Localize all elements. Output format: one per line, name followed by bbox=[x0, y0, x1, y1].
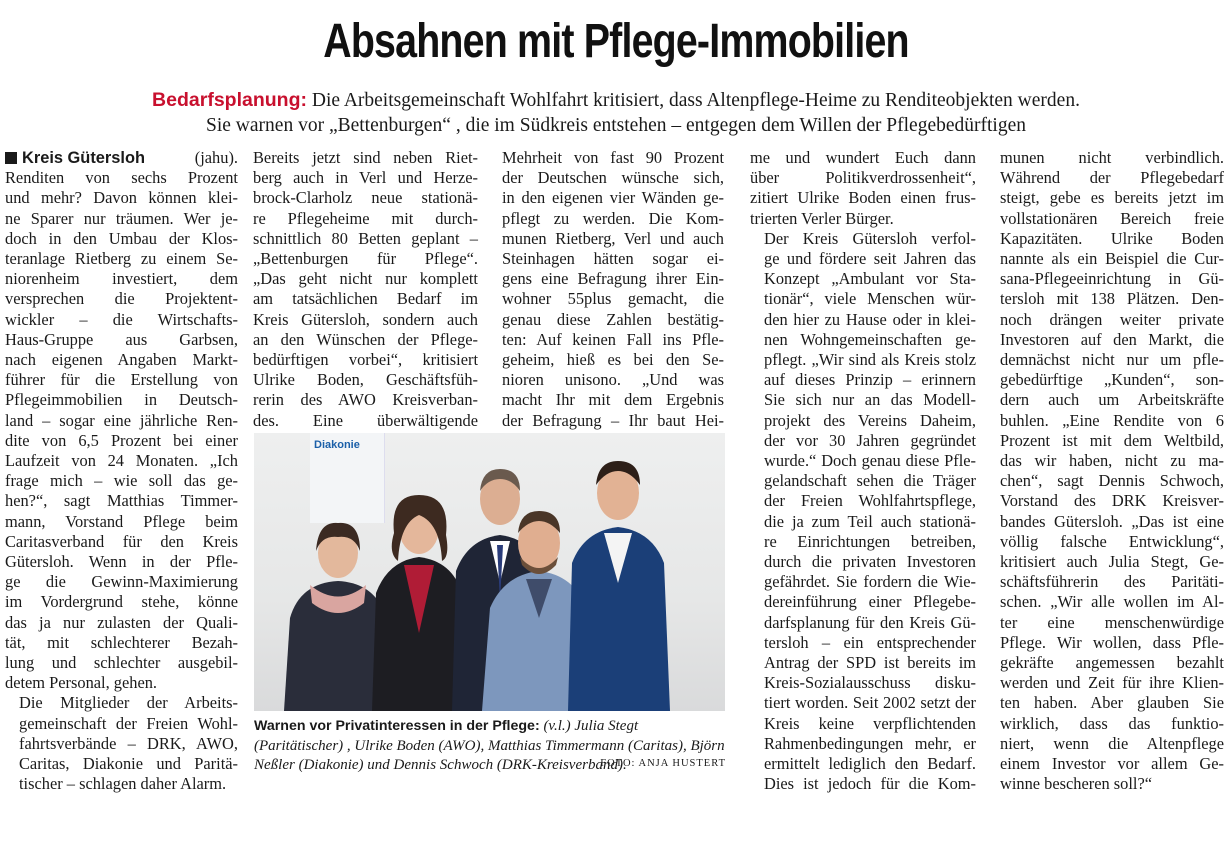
article-column-4 bbox=[750, 148, 976, 795]
text-line: re Einrichtungen betreiben, bbox=[764, 531, 976, 551]
text-line: wurde.“ Doch genau diese Pfle- bbox=[764, 451, 976, 471]
text-line: wohner 55plus gemacht, die bbox=[502, 289, 724, 309]
text-line: Bereits jetzt sind neben Riet- bbox=[253, 148, 478, 167]
text-line: das ja nur zulasten der Quali- bbox=[5, 612, 238, 632]
text-line: munen Rietberg, Verl und auch bbox=[502, 228, 724, 248]
text-line: pflegt. „Wir sind als Kreis stolz bbox=[764, 350, 976, 370]
text-line: Renditen von sechs Prozent bbox=[5, 168, 238, 188]
paragraph bbox=[5, 148, 238, 693]
text-line: Sie sich nur an das Modell- bbox=[764, 390, 976, 410]
text-line: der Freien Wohlfahrtspflege, bbox=[764, 491, 976, 511]
text-line: Pflege. Wir wollen, dass Pfle- bbox=[1000, 632, 1224, 652]
text-line: Laufzeit von 24 Monaten. „Ich bbox=[5, 451, 238, 471]
text-line: bedürftigen vorbei“, kritisiert bbox=[253, 350, 478, 370]
paragraph bbox=[750, 229, 976, 795]
article-column-5 bbox=[1000, 148, 1224, 795]
text-line: Dies ist jedoch für die Kom- bbox=[764, 774, 976, 794]
subhead-text-1: Die Arbeitsgemeinschaft Wohlfahrt kritisiert, dass Altenpflege-Heime zu Renditeobjekten werden. bbox=[306, 90, 1080, 111]
text-line: der Befragung – Ihr baut Hei- bbox=[502, 410, 724, 430]
text-line: dereinführung einer Pflegebe- bbox=[764, 592, 976, 612]
subhead-line-2: Sie warnen vor „Bettenburgen“ , die im Südkreis entstehen – entgegen dem Willen der Pflegebedürftigen bbox=[206, 115, 1026, 136]
text-line: ermittelt lediglich den Bedarf. bbox=[764, 754, 976, 774]
paragraph bbox=[253, 148, 478, 431]
text-line: Gütersloh. Wenn in der Pfle- bbox=[5, 552, 238, 572]
text-line: Konzept „Ambulant vor Sta- bbox=[764, 269, 976, 289]
text-line: tionär“, viele Menschen wür- bbox=[764, 289, 976, 309]
text-line: ten haben. Aber glauben Sie bbox=[1000, 693, 1224, 713]
text-line: demnächst nicht nur um pfle- bbox=[1000, 350, 1224, 370]
text-line: der Deutschen wünsche sich, bbox=[502, 168, 724, 188]
text-line: das wir haben, nicht zu ma- bbox=[1000, 451, 1224, 471]
text-line: durch die privaten Investoren bbox=[764, 552, 976, 572]
text-line: (jahu). bbox=[194, 148, 238, 167]
text-line: wirklich, dass das funktio- bbox=[1000, 713, 1224, 733]
text-line: Caritas, Diakonie und Paritä- bbox=[19, 754, 238, 774]
text-line: rerin des AWO Kreisverban- bbox=[253, 390, 478, 410]
caption-text: (v.l.) Julia Stegt (Paritätischer) , Ulrike Boden (AWO), Matthias Timmermann (Caritas), Björn Neßler (Diakonie) und Dennis Schwoch (DRK-Kreisverband). bbox=[254, 718, 725, 773]
text-line: und mehr? Davon können klei- bbox=[5, 188, 238, 208]
people-illustration bbox=[254, 433, 725, 711]
text-line: kritisiert auch Julia Stegt, Ge- bbox=[1000, 552, 1224, 572]
text-line: gelandschaft sehen die Träger bbox=[764, 471, 976, 491]
text-line: völlig falsche Entwicklung“, bbox=[1000, 531, 1224, 551]
text-line: Kreis keine verpflichtenden bbox=[764, 713, 976, 733]
text-line: gefährdet. Sie fordern die Wie- bbox=[764, 572, 976, 592]
text-line: detem Personal, gehen. bbox=[5, 673, 158, 693]
text-line: die ja zum Teil auch stationä- bbox=[764, 511, 976, 531]
text-line: geheim, hieß es bei den Se- bbox=[502, 350, 724, 370]
text-line: lung und schlechter ausgebil- bbox=[5, 653, 238, 673]
text-line: me und wundert Euch dann bbox=[750, 148, 976, 167]
text-line: berg auch in Verl und Herze- bbox=[253, 168, 478, 188]
text-line: Prozent ist mit dem Weltbild, bbox=[1000, 430, 1224, 450]
text-line: schnittlich 80 Betten geplant – bbox=[253, 228, 478, 248]
text-line: Die Mitglieder der Arbeits- bbox=[19, 693, 238, 713]
caption-label: Warnen vor Privatinteressen in der Pflege: bbox=[254, 718, 540, 734]
text-line: pflegt zu werden. Die Kom- bbox=[502, 208, 724, 228]
text-line: Steinhagen hätten sogar ei- bbox=[502, 249, 724, 269]
text-line: auf dieses Prinzip – erinnern bbox=[764, 370, 976, 390]
text-line: brock-Clarholz neue stationä- bbox=[253, 188, 478, 208]
text-line: Mehrheit von fast 90 Prozent bbox=[502, 148, 724, 167]
text-line: nen Wohngemeinschaften ge- bbox=[764, 329, 976, 349]
dateline: Kreis Gütersloh bbox=[22, 149, 145, 167]
article-column-1 bbox=[5, 148, 238, 795]
text-line: Rahmenbedingungen mehr, er bbox=[764, 733, 976, 753]
text-line: dern auch um Arbeitskräfte bbox=[1000, 390, 1224, 410]
text-line: wickler – die Wirtschafts- bbox=[5, 309, 238, 329]
text-line: Während der Pflegebedarf bbox=[1000, 168, 1224, 188]
text-line: ter eine menschenwürdige bbox=[1000, 612, 1224, 632]
text-line: werden und Zeit für ihre Klien- bbox=[1000, 673, 1224, 693]
square-bullet-icon bbox=[5, 152, 17, 164]
text-line bbox=[5, 148, 238, 168]
text-line: niorenheim investiert, dem bbox=[5, 269, 238, 289]
text-line: „Das geht nicht nur komplett bbox=[253, 269, 478, 289]
article-column-2 bbox=[253, 148, 478, 431]
text-line: Kapazitäten. Ulrike Boden bbox=[1000, 228, 1224, 248]
paragraph bbox=[502, 148, 724, 431]
text-line: nannte als ein Beispiel die Cur- bbox=[1000, 249, 1224, 269]
text-line: teranlage Rietberg zu einem Se- bbox=[5, 249, 238, 269]
text-line: schäftsführerin des Paritäti- bbox=[1000, 572, 1224, 592]
text-line: Pflegeimmobilien in Deutsch- bbox=[5, 390, 238, 410]
text-line: einem Investor vor allem Ge- bbox=[1000, 754, 1224, 774]
text-line: sana-Pflegeeinrichtung in Gü- bbox=[1000, 269, 1224, 289]
text-line: den hier zu Hause oder in klei- bbox=[764, 309, 976, 329]
text-line: genau diese Zahlen bestätig- bbox=[502, 309, 724, 329]
paragraph bbox=[1000, 148, 1224, 795]
text-line: zitiert Ulrike Boden einen frus- bbox=[750, 188, 976, 208]
text-line: ge die Gewinn-Maximierung bbox=[5, 572, 238, 592]
kicker: Bedarfsplanung: bbox=[152, 89, 307, 111]
text-line: munen nicht verbindlich. bbox=[1000, 148, 1224, 167]
text-line: tischer – schlagen daher Alarm. bbox=[19, 774, 227, 794]
paragraph bbox=[750, 148, 976, 229]
text-line: tersloh mit 138 Plätzen. Den- bbox=[1000, 289, 1224, 309]
text-line: dite von 6,5 Prozent bei einer bbox=[5, 430, 238, 450]
text-line: buhlen. „Eine Rendite von 6 bbox=[1000, 410, 1224, 430]
text-line: der vor 30 Jahren gegründet bbox=[764, 430, 976, 450]
text-line: Kreis-Sozialausschuss disku- bbox=[764, 673, 976, 693]
text-line: land – sogar eine jährliche Ren- bbox=[5, 410, 238, 430]
photo-credit: FOTO: ANJA HUSTERT bbox=[600, 758, 726, 769]
text-line: Antrag der SPD ist bereits im bbox=[764, 653, 976, 673]
text-line: Caritasverband für den Kreis bbox=[5, 531, 238, 551]
text-line: hen?“, sagt Matthias Timmer- bbox=[5, 491, 238, 511]
text-line: führer für die Erstellung von bbox=[5, 370, 238, 390]
headline: Absahnen mit Pflege-Immobilien bbox=[323, 15, 909, 68]
text-line: Ulrike Boden, Geschäftsfüh- bbox=[253, 370, 478, 390]
text-line: chen“, sagt Dennis Schwoch, bbox=[1000, 471, 1224, 491]
text-line: noch drängen weiter private bbox=[1000, 309, 1224, 329]
text-line: frage mich – wie soll das ge- bbox=[5, 471, 238, 491]
text-line: mann, Vorstand Pflege beim bbox=[5, 511, 238, 531]
text-line: in den eigenen vier Wänden ge- bbox=[502, 188, 724, 208]
text-line: bandes Gütersloh. „Das ist eine bbox=[1000, 511, 1224, 531]
text-line: ten: Auf keinen Fall ins Pfle- bbox=[502, 329, 724, 349]
text-line: niert, wenn die Altenpflege bbox=[1000, 733, 1224, 753]
text-line: nioren unisono. „Und was bbox=[502, 370, 724, 390]
text-line: am tatsächlichen Bedarf im bbox=[253, 289, 478, 309]
group-photo bbox=[254, 433, 725, 711]
text-line: re Pflegeheime mit durch- bbox=[253, 208, 478, 228]
text-line: tät, mit schlechterer Bezah- bbox=[5, 632, 238, 652]
text-line: schen. „Wir alle wollen im Al- bbox=[1000, 592, 1224, 612]
text-line: macht Ihr mit dem Ergebnis bbox=[502, 390, 724, 410]
text-line: versprechen die Projektent- bbox=[5, 289, 238, 309]
text-line: gens eine Befragung ihrer Ein- bbox=[502, 269, 724, 289]
text-line: Der Kreis Gütersloh verfol- bbox=[764, 228, 976, 248]
text-line: „Bettenburgen für Pflege“. bbox=[253, 249, 478, 269]
text-line: Kreis Gütersloh, sondern auch bbox=[253, 309, 478, 329]
text-line: gemeinschaft der Freien Wohl- bbox=[19, 713, 238, 733]
person-2 bbox=[372, 495, 466, 711]
text-line: über Politikverdrossenheit“, bbox=[750, 168, 976, 188]
text-line: trierten Verler Bürger. bbox=[750, 208, 894, 228]
text-line: fahrtsverbände – DRK, AWO, bbox=[19, 733, 238, 753]
text-line: tersloh – ein entsprechender bbox=[764, 632, 976, 652]
text-line: nach eigenen Angaben Markt- bbox=[5, 350, 238, 370]
text-line: Vorstand des DRK Kreisver- bbox=[1000, 491, 1224, 511]
paragraph bbox=[5, 693, 238, 794]
person-5 bbox=[568, 461, 670, 711]
text-line: an den Wünschen der Pflege- bbox=[253, 329, 478, 349]
text-line: doch in den Umbau der Klos- bbox=[5, 228, 238, 248]
text-line: Investoren auf den Markt, die bbox=[1000, 329, 1224, 349]
text-line: steigt, gebe es bereits jetzt im bbox=[1000, 188, 1224, 208]
text-line: winne bescheren soll?“ bbox=[1000, 774, 1153, 794]
text-line: ne Sparer nur träumen. Wer je- bbox=[5, 208, 238, 228]
text-line: darfsplanung für den Kreis Gü- bbox=[764, 612, 976, 632]
banner-logo: Diakonie bbox=[314, 439, 360, 451]
text-line: tiert worden. Seit 2002 setzt der bbox=[764, 693, 976, 713]
text-line: im Vordergrund stehe, könne bbox=[5, 592, 238, 612]
text-line: vollstationären Bereich freie bbox=[1000, 208, 1224, 228]
subhead-line-1 bbox=[0, 88, 1232, 113]
text-line: des. Eine überwältigende bbox=[253, 410, 478, 430]
text-line: gekräfte angemessen bezahlt bbox=[1000, 653, 1224, 673]
text-line: ge und fördere seit Jahren das bbox=[764, 249, 976, 269]
article-column-3 bbox=[502, 148, 724, 431]
text-line: gebedürftige „Kunden“, son- bbox=[1000, 370, 1224, 390]
text-line: Haus-Gruppe aus Garbsen, bbox=[5, 329, 238, 349]
text-line: projekt des Vereins Daheim, bbox=[764, 410, 976, 430]
